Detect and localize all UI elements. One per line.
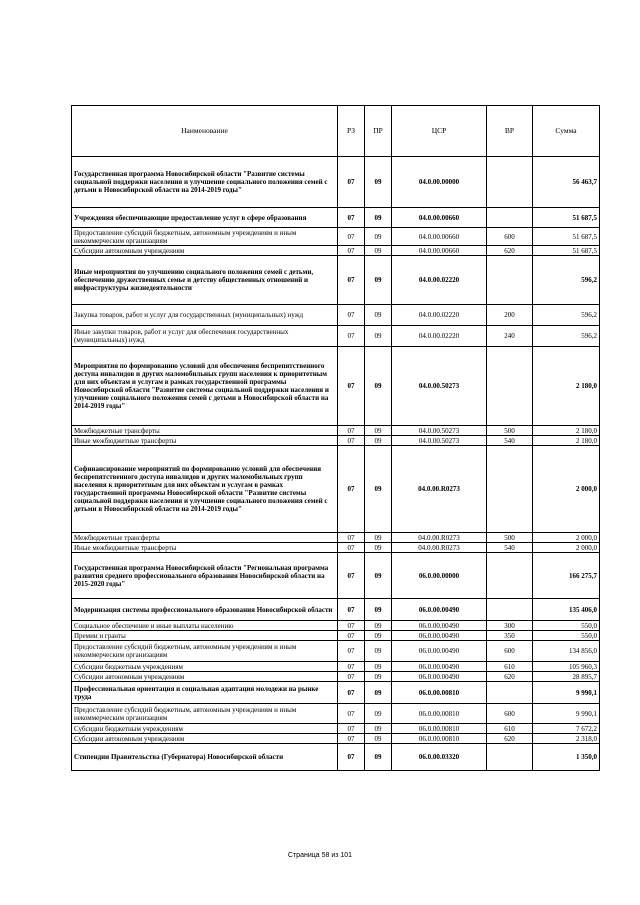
table-row bbox=[72, 326, 600, 347]
row-vr: 200 bbox=[487, 305, 533, 326]
row-rz: 07 bbox=[338, 543, 365, 553]
row-name: Иные межбюджетные трансферты bbox=[72, 543, 338, 553]
row-vr: 600 bbox=[487, 704, 533, 724]
row-rz: 07 bbox=[338, 256, 365, 305]
row-name: Субсидии автономным учреждениям bbox=[72, 734, 338, 744]
row-pr: 09 bbox=[365, 157, 392, 208]
table-row bbox=[72, 228, 600, 246]
table-row bbox=[72, 256, 600, 305]
row-name: Субсидии автономным учреждениям bbox=[72, 672, 338, 682]
table-row bbox=[72, 208, 600, 228]
table-row bbox=[72, 672, 600, 682]
row-sum: 596,2 bbox=[533, 305, 600, 326]
table-row bbox=[72, 704, 600, 724]
table-row bbox=[72, 246, 600, 256]
row-vr: 600 bbox=[487, 228, 533, 246]
row-sum: 28 895,7 bbox=[533, 672, 600, 682]
row-sum: 166 275,7 bbox=[533, 553, 600, 599]
row-csr: 06.0.00.00490 bbox=[392, 672, 487, 682]
row-csr: 06.0.00.00490 bbox=[392, 631, 487, 641]
row-pr: 09 bbox=[365, 631, 392, 641]
row-vr: 240 bbox=[487, 326, 533, 347]
row-vr bbox=[487, 553, 533, 599]
row-pr: 09 bbox=[365, 553, 392, 599]
row-sum: 134 856,0 bbox=[533, 641, 600, 662]
row-rz: 07 bbox=[338, 446, 365, 533]
row-csr: 04.0.00.02220 bbox=[392, 326, 487, 347]
row-vr bbox=[487, 208, 533, 228]
row-vr bbox=[487, 682, 533, 704]
row-name: Субсидии бюджетным учреждениям bbox=[72, 724, 338, 734]
row-csr: 06.0.00.00490 bbox=[392, 641, 487, 662]
row-pr: 09 bbox=[365, 724, 392, 734]
row-vr bbox=[487, 157, 533, 208]
row-sum: 2 318,0 bbox=[533, 734, 600, 744]
row-name: Премии и гранты bbox=[72, 631, 338, 641]
budget-table bbox=[71, 105, 600, 771]
row-sum: 135 406,0 bbox=[533, 599, 600, 621]
row-csr: 06.0.00.00490 bbox=[392, 599, 487, 621]
table-row bbox=[72, 682, 600, 704]
row-sum: 2 000,0 bbox=[533, 543, 600, 553]
table-row bbox=[72, 436, 600, 446]
row-name: Иные межбюджетные трансферты bbox=[72, 436, 338, 446]
row-vr: 350 bbox=[487, 631, 533, 641]
row-pr: 09 bbox=[365, 305, 392, 326]
row-vr: 300 bbox=[487, 621, 533, 631]
row-vr: 620 bbox=[487, 734, 533, 744]
table-row bbox=[72, 347, 600, 426]
row-name: Предоставление субсидий бюджетным, автономным учреждениям и иным некоммерческим организациям bbox=[72, 641, 338, 662]
row-csr: 04.0.00.00660 bbox=[392, 208, 487, 228]
row-rz: 07 bbox=[338, 426, 365, 436]
row-name: Субсидии бюджетным учреждениям bbox=[72, 662, 338, 672]
row-rz: 07 bbox=[338, 744, 365, 771]
row-name: Стипендии Правительства (Губернатора) Новосибирской области bbox=[72, 744, 338, 771]
row-pr: 09 bbox=[365, 256, 392, 305]
row-csr: 06.0.00.00490 bbox=[392, 662, 487, 672]
table-row bbox=[72, 662, 600, 672]
row-name: Субсидии автономным учреждениям bbox=[72, 246, 338, 256]
row-csr: 06.0.00.00810 bbox=[392, 682, 487, 704]
row-name: Иные закупки товаров, работ и услуг для обеспечения государственных (муниципальных) нужд bbox=[72, 326, 338, 347]
row-name: Социальное обеспечение и иные выплаты населению bbox=[72, 621, 338, 631]
row-pr: 09 bbox=[365, 621, 392, 631]
header-name: Наименование bbox=[72, 106, 338, 157]
page-number: Страница 58 из 101 bbox=[287, 852, 353, 859]
row-sum: 2 000,0 bbox=[533, 446, 600, 533]
row-csr: 04.0.00.02220 bbox=[392, 305, 487, 326]
row-vr: 620 bbox=[487, 246, 533, 256]
table-row bbox=[72, 157, 600, 208]
table-row bbox=[72, 724, 600, 734]
row-name: Предоставление субсидий бюджетным, автономным учреждениям и иным некоммерческим организациям bbox=[72, 704, 338, 724]
row-name: Закупка товаров, работ и услуг для государственных (муниципальных) нужд bbox=[72, 305, 338, 326]
table-row bbox=[72, 305, 600, 326]
header-csr: ЦСР bbox=[392, 106, 487, 157]
row-vr bbox=[487, 256, 533, 305]
row-csr: 04.0.00.R0273 bbox=[392, 533, 487, 543]
row-pr: 09 bbox=[365, 208, 392, 228]
row-sum: 2 180,0 bbox=[533, 436, 600, 446]
row-sum: 105 960,3 bbox=[533, 662, 600, 672]
row-rz: 07 bbox=[338, 436, 365, 446]
row-rz: 07 bbox=[338, 326, 365, 347]
row-rz: 07 bbox=[338, 704, 365, 724]
row-vr bbox=[487, 599, 533, 621]
row-sum: 56 463,7 bbox=[533, 157, 600, 208]
table-row bbox=[72, 599, 600, 621]
row-vr: 620 bbox=[487, 672, 533, 682]
row-name: Межбюджетные трансферты bbox=[72, 426, 338, 436]
row-sum: 51 687,5 bbox=[533, 208, 600, 228]
row-pr: 09 bbox=[365, 347, 392, 426]
row-csr: 06.0.00.00000 bbox=[392, 553, 487, 599]
row-csr: 04.0.00.00660 bbox=[392, 228, 487, 246]
row-sum: 550,0 bbox=[533, 621, 600, 631]
row-vr: 500 bbox=[487, 533, 533, 543]
row-sum: 550,0 bbox=[533, 631, 600, 641]
row-rz: 07 bbox=[338, 305, 365, 326]
row-csr: 04.0.00.R0273 bbox=[392, 446, 487, 533]
table-row bbox=[72, 631, 600, 641]
row-csr: 04.0.00.00660 bbox=[392, 246, 487, 256]
row-sum: 7 672,2 bbox=[533, 724, 600, 734]
row-rz: 07 bbox=[338, 621, 365, 631]
row-rz: 07 bbox=[338, 641, 365, 662]
row-csr: 04.0.00.R0273 bbox=[392, 543, 487, 553]
row-csr: 04.0.00.50273 bbox=[392, 436, 487, 446]
row-name: Модернизация системы профессионального образования Новосибирской области bbox=[72, 599, 338, 621]
row-vr: 540 bbox=[487, 543, 533, 553]
row-pr: 09 bbox=[365, 533, 392, 543]
row-csr: 06.0.00.00810 bbox=[392, 704, 487, 724]
row-pr: 09 bbox=[365, 704, 392, 724]
row-rz: 07 bbox=[338, 533, 365, 543]
row-name: Иные мероприятия по улучшению социального положения семей с детьми, обеспечению дружественных семье и детству общественных отношений и инфраструктуры жизнедеятельности bbox=[72, 256, 338, 305]
row-pr: 09 bbox=[365, 246, 392, 256]
row-pr: 09 bbox=[365, 326, 392, 347]
row-pr: 09 bbox=[365, 436, 392, 446]
table-row bbox=[72, 543, 600, 553]
row-name: Софинансирование мероприятий по формированию условий для обеспечения беспрепятственного доступа инвалидов и других маломобильных групп населения к приоритетным для них объектам и услугам в рамках государственной программы Новосибирской области "Развитие системы социальной поддержки населения и улучшение социального положения семей с детьми в Новосибирской области на 2014-2019 годы" bbox=[72, 446, 338, 533]
row-pr: 09 bbox=[365, 228, 392, 246]
row-csr: 06.0.00.00810 bbox=[392, 724, 487, 734]
row-pr: 09 bbox=[365, 543, 392, 553]
row-sum: 9 990,1 bbox=[533, 704, 600, 724]
row-rz: 07 bbox=[338, 347, 365, 426]
row-vr: 610 bbox=[487, 662, 533, 672]
row-rz: 07 bbox=[338, 724, 365, 734]
row-name: Государственная программа Новосибирской области "Региональная программа развития среднего профессионального образования Новосибирской области на 2015-2020 годы" bbox=[72, 553, 338, 599]
row-csr: 04.0.00.50273 bbox=[392, 347, 487, 426]
row-rz: 07 bbox=[338, 734, 365, 744]
table-row bbox=[72, 621, 600, 631]
row-sum: 596,2 bbox=[533, 256, 600, 305]
table-header-row bbox=[72, 106, 600, 157]
row-csr: 04.0.00.00000 bbox=[392, 157, 487, 208]
table-row bbox=[72, 446, 600, 533]
row-csr: 06.0.00.03320 bbox=[392, 744, 487, 771]
row-sum: 596,2 bbox=[533, 326, 600, 347]
row-rz: 07 bbox=[338, 682, 365, 704]
row-vr: 600 bbox=[487, 641, 533, 662]
row-pr: 09 bbox=[365, 672, 392, 682]
table-body bbox=[72, 157, 600, 771]
row-vr: 500 bbox=[487, 426, 533, 436]
row-sum: 51 687,5 bbox=[533, 228, 600, 246]
row-csr: 06.0.00.00810 bbox=[392, 734, 487, 744]
table-row bbox=[72, 553, 600, 599]
row-rz: 07 bbox=[338, 672, 365, 682]
row-csr: 06.0.00.00490 bbox=[392, 621, 487, 631]
row-name: Учреждения обеспечивающие предоставление услуг в сфере образования bbox=[72, 208, 338, 228]
table-row bbox=[72, 734, 600, 744]
header-rz: РЗ bbox=[338, 106, 365, 157]
row-pr: 09 bbox=[365, 641, 392, 662]
row-name: Мероприятия по формированию условий для обеспечения беспрепятственного доступа инвалидов и других маломобильных групп населения к приоритетным для них объектам и услугам в рамках государственной программы Новосибирской области "Развитие системы социальной поддержки населения и улучшение социального положения семей с детьми в Новосибирской области на 2014-2019 годы" bbox=[72, 347, 338, 426]
row-pr: 09 bbox=[365, 426, 392, 436]
row-sum: 2 180,0 bbox=[533, 347, 600, 426]
table-row bbox=[72, 641, 600, 662]
row-sum: 1 350,0 bbox=[533, 744, 600, 771]
row-vr bbox=[487, 744, 533, 771]
row-vr: 540 bbox=[487, 436, 533, 446]
header-sum: Сумма bbox=[533, 106, 600, 157]
row-pr: 09 bbox=[365, 599, 392, 621]
table-row bbox=[72, 744, 600, 771]
row-name: Предоставление субсидий бюджетным, автономным учреждениям и иным некоммерческим организациям bbox=[72, 228, 338, 246]
row-vr bbox=[487, 347, 533, 426]
row-sum: 2 180,0 bbox=[533, 426, 600, 436]
row-name: Государственная программа Новосибирской области "Развитие системы социальной поддержки населения и улучшение социального положения семей с детьми в Новосибирской области на 2014-2019 годы" bbox=[72, 157, 338, 208]
row-rz: 07 bbox=[338, 157, 365, 208]
row-name: Профессиональная ориентация и социальная адаптация молодежи на рынке труда bbox=[72, 682, 338, 704]
table-row bbox=[72, 426, 600, 436]
row-name: Межбюджетные трансферты bbox=[72, 533, 338, 543]
row-sum: 9 990,1 bbox=[533, 682, 600, 704]
row-rz: 07 bbox=[338, 553, 365, 599]
row-sum: 2 000,0 bbox=[533, 533, 600, 543]
row-rz: 07 bbox=[338, 246, 365, 256]
row-pr: 09 bbox=[365, 744, 392, 771]
row-csr: 04.0.00.02220 bbox=[392, 256, 487, 305]
row-pr: 09 bbox=[365, 662, 392, 672]
row-rz: 07 bbox=[338, 228, 365, 246]
row-vr: 610 bbox=[487, 724, 533, 734]
table-row bbox=[72, 533, 600, 543]
row-sum: 51 687,5 bbox=[533, 246, 600, 256]
header-vr: ВР bbox=[487, 106, 533, 157]
header-pr: ПР bbox=[365, 106, 392, 157]
row-rz: 07 bbox=[338, 208, 365, 228]
row-pr: 09 bbox=[365, 734, 392, 744]
row-csr: 04.0.00.50273 bbox=[392, 426, 487, 436]
row-rz: 07 bbox=[338, 662, 365, 672]
row-vr bbox=[487, 446, 533, 533]
row-rz: 07 bbox=[338, 631, 365, 641]
row-rz: 07 bbox=[338, 599, 365, 621]
row-pr: 09 bbox=[365, 446, 392, 533]
row-pr: 09 bbox=[365, 682, 392, 704]
